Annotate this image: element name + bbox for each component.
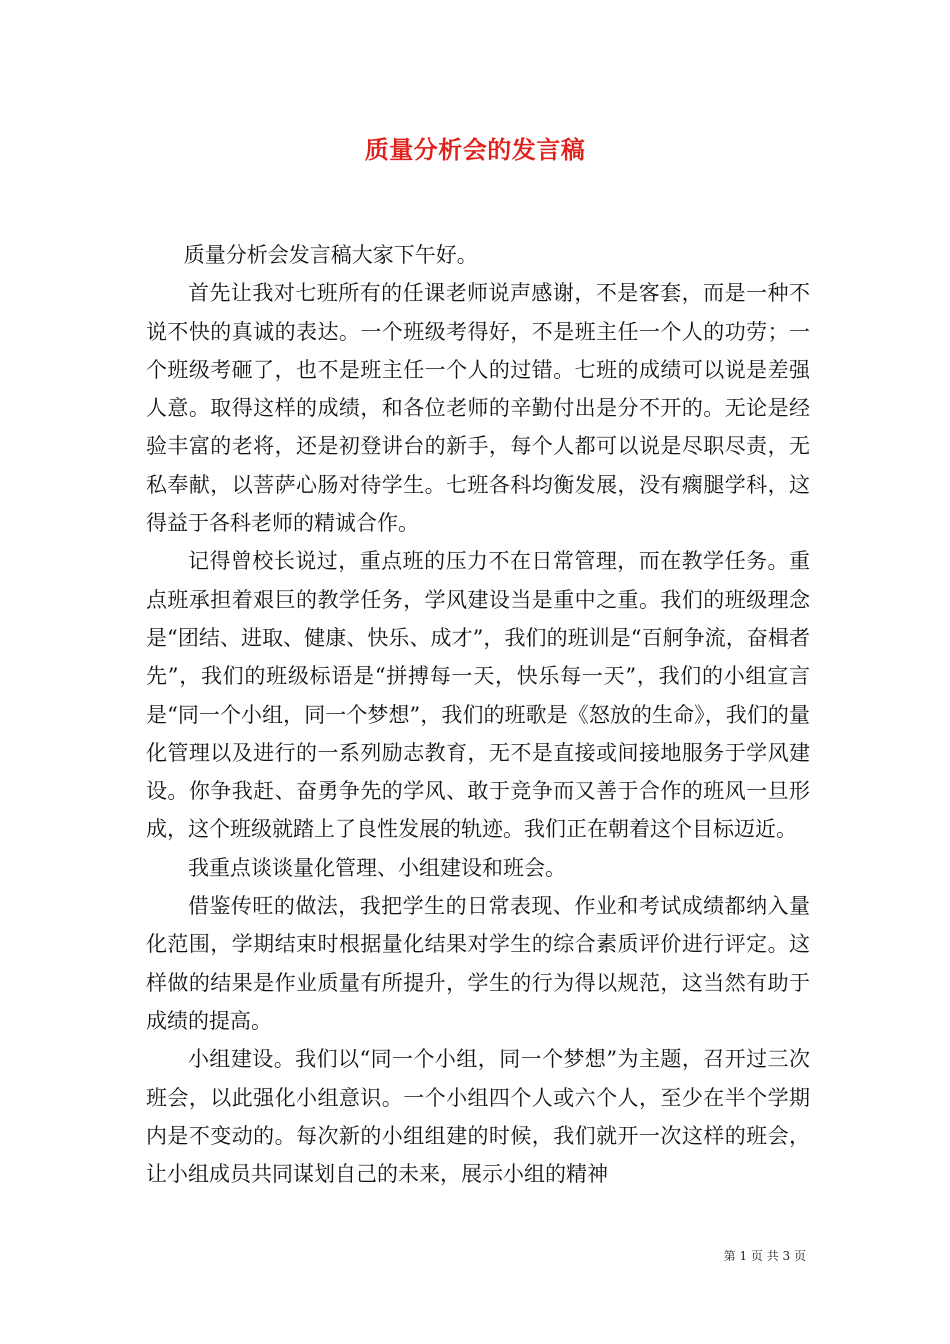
paragraph-study-style: 记得曾校长说过，重点班的压力不在日常管理，而在教学任务。重点班承担着艰巨的教学任务，学风建设当是重中之重。我们的班级理念是“团结、进取、健康、快乐、成才”，我们的班训是“百舸争流，奋楫者先”，我们的班级标语是“拼搏每一天，快乐每一天”，我们的小组宣言是“同一个小组，同一个梦想”，我们的班歌是《怒放的生命》，我们的量化管理以及进行的一系列励志教育，无不是直接或间接地服务于学风建设。你争我赶、奋勇争先的学风、敢于竞争而又善于合作的班风一旦形成，这个班级就踏上了良性发展的轨迹。我们正在朝着这个目标迈近。 [146,549,810,842]
paragraph-greeting: 质量分析会发言稿大家下午好。 [183,243,478,267]
paragraph-thanks: 首先让我对七班所有的任课老师说声感谢，不是客套，而是一种不说不快的真诚的表达。一个班级考得好，不是班主任一个人的功劳；一个班级考砸了，也不是班主任一个人的过错。七班的成绩可以说是差强人意。取得这样的成绩，和各位老师的辛勤付出是分不开的。无论是经验丰富的老将，还是初登讲台的新手，每个人都可以说是尽职尽责，无私奉献，以菩萨心肠对待学生。七班各科均衡发展，没有瘸腿学科，这得益于各科老师的精诚合作。 [146,281,810,536]
paragraph-quantitative-management: 借鉴传旺的做法，我把学生的日常表现、作业和考试成绩都纳入量化范围，学期结束时根据量化结果对学生的综合素质评价进行评定。这样做的结果是作业质量有所提升，学生的行为得以规范，这当然有助于成绩的提高。 [146,894,810,1033]
document-body [146,236,810,1193]
document-title: 质量分析会的发言稿 [364,135,586,164]
paragraph-group-building: 小组建设。我们以“同一个小组，同一个梦想”为主题，召开过三次班会，以此强化小组意识。一个小组四个人或六个人，至少在半个学期内是不变动的。每次新的小组组建的时候，我们就开一次这样的班会，让小组成员共同谋划自己的未来，展示小组的精神 [146,1047,810,1187]
page-number: 第 1 页 共 3 页 [723,1249,806,1263]
paragraph-topics: 我重点谈谈量化管理、小组建设和班会。 [188,855,566,880]
